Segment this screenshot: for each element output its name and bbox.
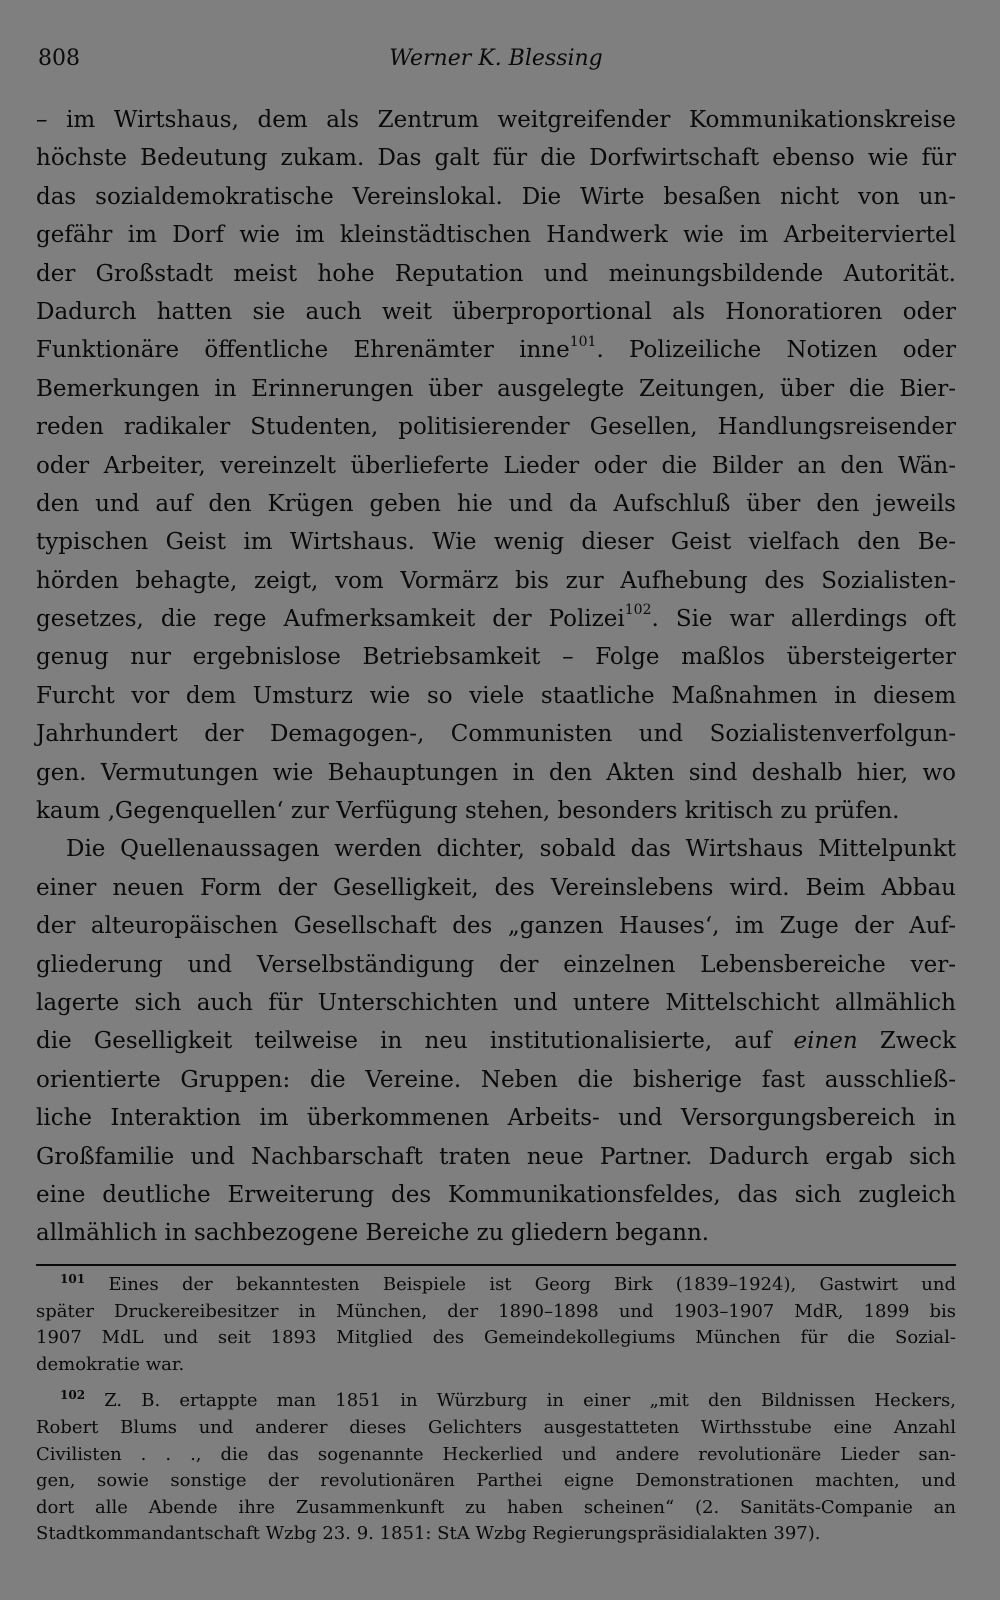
text-line: lagerte sich auch für Unterschichten und untere Mittelschicht allmählich: [36, 989, 956, 1016]
text-line: [36, 1022, 956, 1060]
footnote-line: gen, sowie sonstige der revolutionären Parthei eigne Demonstrationen machten, und: [36, 1470, 956, 1492]
text-segment: gesetzes, die rege Aufmerksamkeit der Polizei: [36, 606, 625, 633]
footnote-line: Robert Blums und anderer dieses Gelichters ausgestatteten Wirthsstube eine Anzahl: [36, 1416, 956, 1438]
text-line: eine deutliche Erweiterung des Kommunikationsfeldes, das sich zugleich: [36, 1181, 956, 1208]
text-line: Furcht vor dem Umsturz wie so viele staatliche Maßnahmen in diesem: [36, 682, 956, 709]
text-segment: die Geselligkeit teilweise in neu institutionalisierte, auf: [36, 1028, 794, 1055]
page-number: 808: [38, 46, 80, 71]
book-page: [36, 0, 956, 1600]
text-line: gliederung und Verselbständigung der einzelnen Lebensbereiche ver-: [36, 951, 956, 978]
text-line: [36, 600, 956, 638]
text-segment: . Polizeiliche Notizen oder: [596, 337, 956, 364]
text-line: Jahrhundert der Demagogen-, Communisten und Sozialistenverfolgun-: [36, 721, 956, 748]
footnote-line: dort alle Abende ihre Zusammenkunft zu haben scheinen“ (2. Sanitäts-Companie an: [36, 1496, 956, 1518]
footnote-ref-102[interactable]: 102: [624, 602, 652, 619]
footnote-line: Stadtkommandantschaft Wzbg 23. 9. 1851: StA Wzbg Regierungspräsidialakten 397).: [36, 1523, 821, 1545]
text-segment: Funktionäre öffentliche Ehrenämter inne: [36, 337, 570, 364]
footnote-line: [36, 1272, 956, 1299]
text-line: kaum ‚Gegenquellen‘ zur Verfügung stehen, besonders kritisch zu prüfen.: [36, 798, 900, 825]
text-line: Die Quellenaussagen werden dichter, sobald das Wirtshaus Mittelpunkt: [66, 836, 956, 863]
footnotes: [36, 1272, 956, 1548]
running-head: Werner K. Blessing: [389, 46, 603, 71]
text-line: oder Arbeiter, vereinzelt überlieferte Lieder oder die Bilder an den Wän-: [36, 452, 956, 479]
text-line: der alteuropäischen Gesellschaft des „ganzen Hauses‘, im Zuge der Auf-: [36, 913, 956, 940]
text-line: einer neuen Form der Geselligkeit, des Vereinslebens wird. Beim Abbau: [36, 874, 956, 901]
footnote-mark-101: 101: [60, 1272, 86, 1286]
text-line: allmählich in sachbezogene Bereiche zu gliedern begann.: [36, 1220, 710, 1247]
footnote-divider: [36, 1264, 956, 1266]
text-line: reden radikaler Studenten, politisierender Gesellen, Handlungsreisender: [36, 414, 956, 441]
emphasis: einen: [793, 1028, 858, 1055]
text-line: orientierte Gruppen: die Vereine. Neben die bisherige fast ausschließ-: [36, 1066, 956, 1093]
text-line: Großfamilie und Nachbarschaft traten neue Partner. Dadurch ergab sich: [36, 1143, 956, 1170]
text-line: [36, 331, 956, 369]
text-line: – im Wirtshaus, dem als Zentrum weitgreifender Kommunikationskreise: [36, 107, 956, 133]
footnote-gap: [36, 1378, 956, 1388]
footnote-ref-101[interactable]: 101: [569, 333, 597, 350]
footnote-text: Eines der bekanntesten Beispiele ist Georg Birk (1839–1924), Gastwirt und: [85, 1274, 956, 1295]
footnote-line: Civilisten . . ., die das sogenannte Heckerlied und andere revolutionäre Lieder san-: [36, 1443, 956, 1465]
footnote-line: 1907 MdL und seit 1893 Mitglied des Gemeindekollegiums München für die Sozial-: [36, 1327, 956, 1349]
text-segment: Zweck: [857, 1028, 956, 1055]
text-line: Bemerkungen in Erinnerungen über ausgelegte Zeitungen, über die Bier-: [36, 375, 956, 402]
page-header: [36, 46, 956, 78]
text-line: das sozialdemokratische Vereinslokal. Die Wirte besaßen nicht von un-: [36, 183, 956, 210]
footnote-line: demokratie war.: [36, 1353, 185, 1375]
main-text: [36, 101, 956, 1253]
text-line: liche Interaktion im überkommenen Arbeits- und Versorgungsbereich in: [36, 1105, 956, 1132]
text-line: gefähr im Dorf wie im kleinstädtischen Handwerk wie im Arbeiterviertel: [36, 222, 956, 249]
text-line: der Großstadt meist hohe Reputation und meinungsbildende Autorität.: [36, 260, 956, 287]
footnote-line: [36, 1388, 956, 1415]
text-line: typischen Geist im Wirtshaus. Wie wenig dieser Geist vielfach den Be-: [36, 529, 956, 556]
text-line: höchste Bedeutung zukam. Das galt für die Dorfwirtschaft ebenso wie für: [36, 145, 956, 172]
footnote-mark-102: 102: [60, 1388, 86, 1403]
text-line: den und auf den Krügen geben hie und da Aufschluß über den jeweils: [36, 490, 956, 517]
text-line: genug nur ergebnislose Betriebsamkeit – Folge maßlos übersteigerter: [36, 644, 956, 671]
text-line: Dadurch hatten sie auch weit überproportional als Honoratioren oder: [36, 298, 956, 325]
text-segment: . Sie war allerdings oft: [651, 606, 956, 633]
text-line: gen. Vermutungen wie Behauptungen in den Akten sind deshalb hier, wo: [36, 759, 956, 786]
footnote-line: später Druckereibesitzer in München, der 1890–1898 und 1903–1907 MdR, 1899 bis: [36, 1300, 956, 1322]
text-line: hörden behagte, zeigt, vom Vormärz bis zur Aufhebung des Sozialisten-: [36, 567, 956, 594]
footnote-text: Z. B. ertappte man 1851 in Würzburg in einer „mit den Bildnissen Heckers,: [85, 1390, 956, 1412]
